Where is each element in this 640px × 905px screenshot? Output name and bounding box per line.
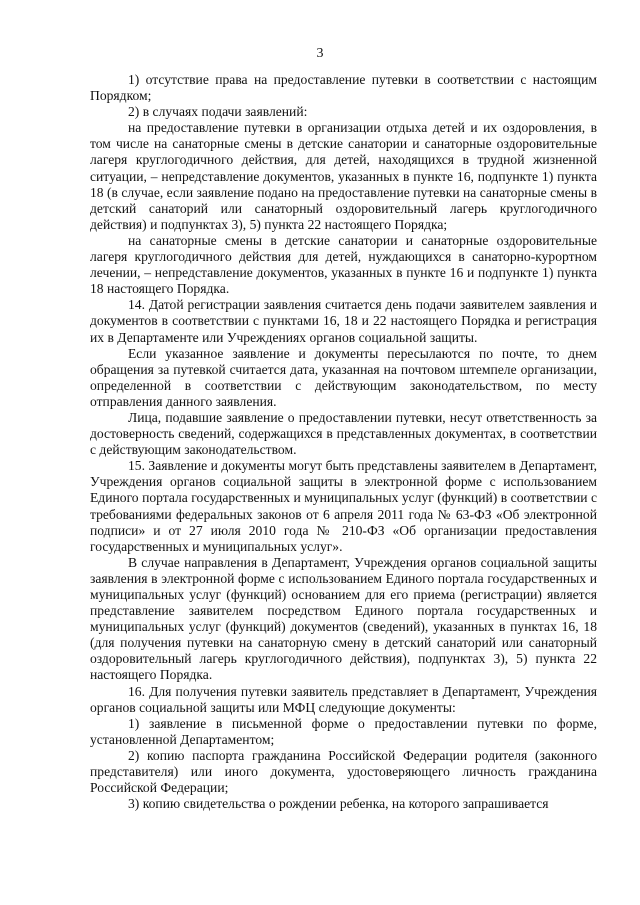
paragraph-12: 2) копию паспорта гражданина Российской Федерации родителя (законного представителя) или иного документа, удостоверяющего личность гражданина Российской Федерации; [90, 747, 597, 796]
paragraph-7: Лица, подавшие заявление о предоставлении путевки, несут ответственность за достоверность сведений, содержащихся в представленных документах, в соответствии с действующим законодательством. [90, 409, 597, 458]
paragraph-5: 14. Датой регистрации заявления считается день подачи заявителем заявления и документов в соответствии с пунктами 16, 18 и 22 настоящего Порядка и регистрация их в Департаменте или Учреждениях органов социальной защиты. [90, 297, 597, 345]
paragraph-11: 1) заявление в письменной форме о предоставлении путевки по форме, установленной Департаментом; [90, 715, 597, 747]
paragraph-13: 3) копию свидетельства о рождении ребенка, на которого запрашивается [128, 796, 549, 812]
paragraph-9: В случае направления в Департамент, Учреждения органов социальной защиты заявления в электронной форме с использованием Единого портала государственных и муниципальных услуг (функций) основанием для его приема (регистрации) является представление заявителем посредством Единого портала государственных и муниципальных услуг (функций) документов (сведений), указанных в пунктах 16, 18 (для получения путевки на санаторную смену в детский санаторий или санаторный оздоровительный лагерь круглогодичного действия), подпунктах 3), 5) пункта 22 настоящего Порядка. [90, 554, 597, 683]
paragraph-2: 2) в случаях подачи заявлений: [128, 104, 308, 120]
paragraph-6: Если указанное заявление и документы пересылаются по почте, то днем обращения за путевкой считается дата, указанная на почтовом штемпеле организации, определенной в соответствии с действующим законодательством, по месту отправления данного заявления. [90, 345, 597, 409]
paragraph-1: 1) отсутствие права на предоставление путевки в соответствии с настоящим Порядком; [90, 72, 597, 104]
paragraph-8: 15. Заявление и документы могут быть представлены заявителем в Департамент, Учреждения органов социальной защиты в электронной форме с использованием Единого портала государственных и муниципальных услуг (функций) в соответствии с требованиями федеральных законов от 6 апреля 2011 года № 63-ФЗ «Об электронной подписи» и от 27 июля 2010 года № 210-ФЗ «Об организации предоставления государственных и муниципальных услуг». [90, 458, 597, 554]
paragraph-10: 16. Для получения путевки заявитель представляет в Департамент, Учреждения органов социальной защиты или МФЦ следующие документы: [90, 683, 597, 715]
document-body [90, 72, 597, 812]
page-number: 3 [316, 46, 324, 61]
paragraph-4: на санаторные смены в детские санатории и санаторные оздоровительные лагеря круглогодичного действия для детей, нуждающихся в санаторно-курортном лечении, – непредставление документов, указанных в пункте 16 и подпункте 1) пункта 18 настоящего Порядка. [90, 232, 597, 297]
paragraph-3: на предоставление путевки в организации отдыха детей и их оздоровления, в том числе на санаторные смены в детские санатории и санаторные оздоровительные лагеря круглогодичного действия, для детей, находящихся в трудной жизненной ситуации, – непредставление документов, указанных в пункте 16, подпункте 1) пункта 18 (в случае, если заявление подано на предоставление путевки на санаторные смены в детский санаторий или санаторный оздоровительный лагерь круглогодичного действия) и подпунктах 3), 5) пункта 22 настоящего Порядка; [90, 120, 597, 232]
